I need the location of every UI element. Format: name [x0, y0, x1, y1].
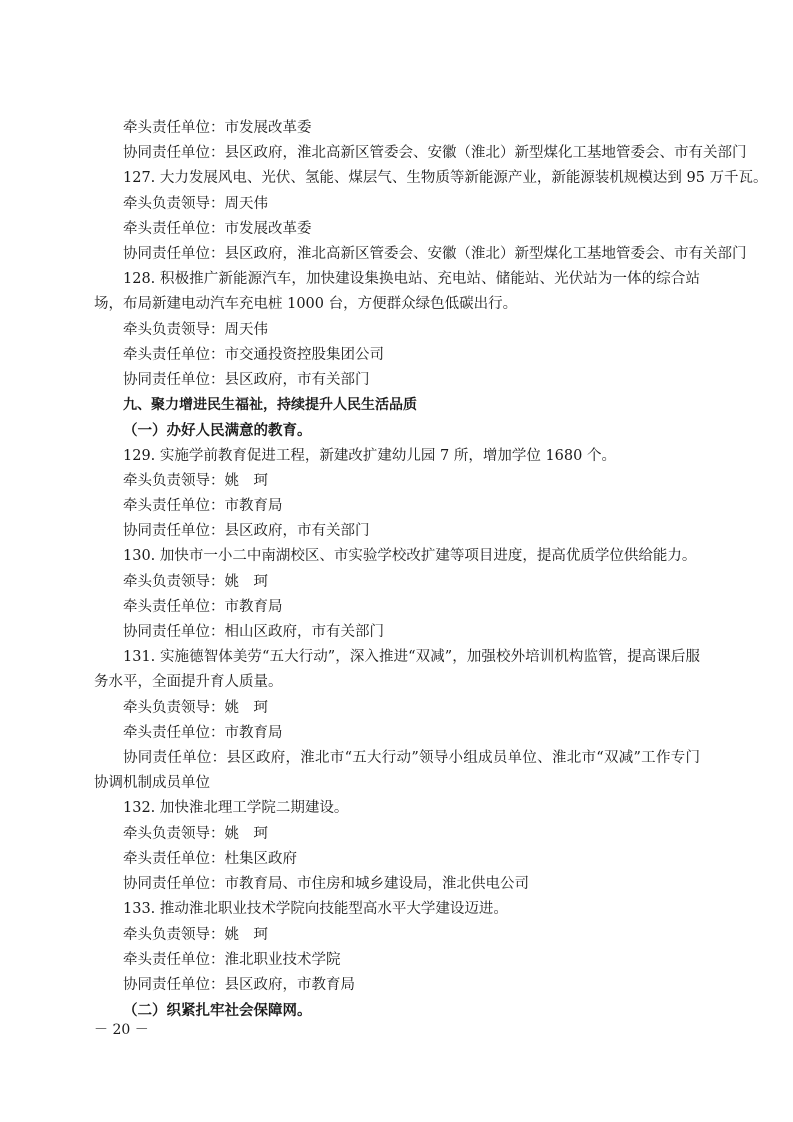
responsible-unit: 牵头责任单位：市交通投资控股集团公司: [123, 346, 384, 363]
responsible-unit: 牵头责任单位：市发展改革委: [123, 120, 312, 136]
leader: 牵头负责领导：姚 珂: [123, 825, 268, 842]
responsible-unit: 牵头责任单位：淮北职业技术学院: [123, 951, 341, 968]
subsection-heading: （一）办好人民满意的教育。: [123, 422, 312, 440]
task-item-127: 127. 大力发展风电、光伏、氢能、煤层气、生物质等新能源产业，新能源装机规模达到 95 万千瓦。: [123, 170, 768, 187]
task-item-130: 130. 加快市一小二中南湖校区、市实验学校改扩建等项目进度，提高优质学位供给能力。: [123, 548, 697, 565]
cooperating-unit: 协同责任单位：相山区政府，市有关部门: [123, 624, 384, 641]
leader: 牵头负责领导：周天伟: [123, 321, 268, 338]
cooperating-unit: 协同责任单位：县区政府，市有关部门: [123, 372, 370, 389]
responsible-unit: 牵头责任单位：市教育局: [123, 724, 283, 741]
document-body: [94, 116, 768, 1023]
leader: 牵头负责领导：周天伟: [123, 195, 268, 212]
responsible-unit: 牵头责任单位：市教育局: [123, 598, 283, 615]
leader: 牵头负责领导：姚 珂: [123, 699, 268, 716]
cooperating-unit: 协同责任单位：县区政府，市有关部门: [123, 523, 370, 540]
responsible-unit: 牵头责任单位：市教育局: [123, 498, 283, 515]
subsection-heading: （二）织紧扎牢社会保障网。: [123, 1002, 312, 1020]
task-item-128: 128. 积极推广新能源汽车，加快建设集换电站、充电站、储能站、光伏站为一体的综合站场，布局新建电动汽车充电桩 1000 台，方便群众绿色低碳出行。: [94, 271, 700, 313]
responsible-unit: 牵头责任单位：市发展改革委: [123, 220, 312, 237]
leader: 牵头负责领导：姚 珂: [123, 926, 268, 943]
responsible-unit: 牵头责任单位：杜集区政府: [123, 850, 297, 867]
cooperating-unit: 协同责任单位：县区政府，淮北市“五大行动”领导小组成员单位、淮北市“双减”工作专门协调机制成员单位: [94, 750, 700, 792]
cooperating-unit: 协同责任单位：县区政府，淮北高新区管委会、安徽（淮北）新型煤化工基地管委会、市有关部门: [123, 145, 747, 162]
leader: 牵头负责领导：姚 珂: [123, 573, 268, 590]
cooperating-unit: 协同责任单位：市教育局、市住房和城乡建设局，淮北供电公司: [123, 876, 529, 893]
section-heading: 九、聚力增进民生福祉，持续提升人民生活品质: [123, 397, 417, 414]
task-item-133: 133. 推动淮北职业技术学院向技能型高水平大学建设迈进。: [123, 901, 508, 918]
task-item-129: 129. 实施学前教育促进工程，新建改扩建幼儿园 7 所，增加学位 1680 个。: [123, 447, 616, 464]
leader: 牵头负责领导：姚 珂: [123, 472, 268, 489]
task-item-131: 131. 实施德智体美劳“五大行动”，深入推进“双减”，加强校外培训机构监管，提高课后服务水平，全面提升育人质量。: [94, 649, 700, 691]
task-item-132: 132. 加快淮北理工学院二期建设。: [123, 800, 349, 817]
page-number: － 20 －: [94, 1022, 149, 1038]
cooperating-unit: 协同责任单位：县区政府，市教育局: [123, 976, 355, 993]
cooperating-unit: 协同责任单位：县区政府，淮北高新区管委会、安徽（淮北）新型煤化工基地管委会、市有关部门: [123, 246, 747, 263]
